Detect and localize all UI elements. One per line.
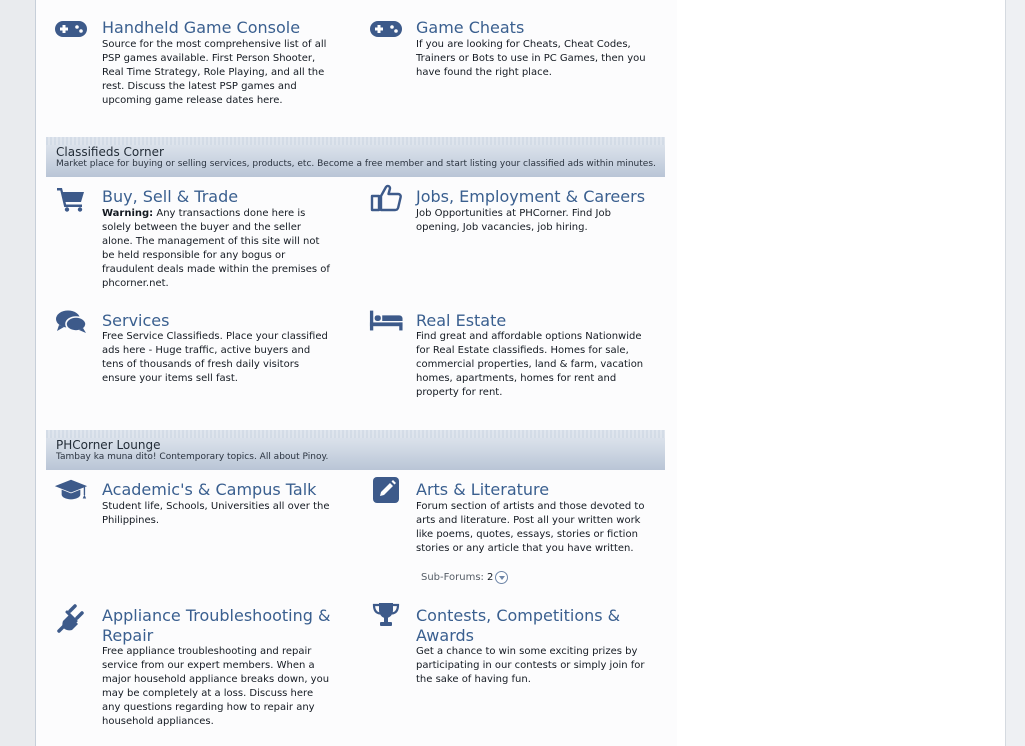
forum-description: Get a chance to win some exciting prizes by participating in our contests or simply join for the sake of having fun. xyxy=(416,646,645,685)
subforums-count: 2 xyxy=(486,572,494,583)
category-title[interactable]: PHCorner Lounge xyxy=(56,438,161,452)
forum-title-link[interactable]: Arts & Literature xyxy=(416,480,550,499)
forum-title-link[interactable]: Handheld Game Console xyxy=(102,18,301,37)
forum-description: Free Service Classifieds. Place your classified ads here - Huge traffic, active buyers and tens of thousands of fresh daily visitors ensure your items sell fast. xyxy=(102,331,328,384)
warning-text: Any transactions done here is solely between the buyer and the seller alone. The management of this site will not be held responsible for any bogus or fraudulent deals made within the premises of phcorner.net. xyxy=(102,208,330,289)
trophy-icon xyxy=(369,601,403,627)
plug-icon xyxy=(54,601,88,627)
category-title[interactable]: Classifieds Corner xyxy=(56,145,164,159)
category-description: Market place for buying or selling services, products, etc. Become a free member and start listing your classified ads within minutes. xyxy=(56,159,656,169)
forum-description: If you are looking for Cheats, Cheat Codes, Trainers or Bots to use in PC Games, then you have found the right place. xyxy=(416,39,646,78)
gamepad-icon xyxy=(54,19,88,45)
warning-label: Warning: xyxy=(102,208,154,219)
bed-icon xyxy=(369,309,403,335)
category-header-classifieds[interactable] xyxy=(46,137,665,177)
forum-title-link[interactable]: Appliance Troubleshooting & Repair xyxy=(102,606,331,645)
sidebar-column xyxy=(677,0,1005,746)
chat-bubbles-icon xyxy=(54,309,88,335)
forum-description: Free appliance troubleshooting and repair service from our expert members. When a major household appliance breaks down, you may be completely at a loss. Discuss here any questions regarding how to repair any household appliances. xyxy=(102,646,330,727)
forum-title-link[interactable]: Real Estate xyxy=(416,311,507,330)
chevron-down-icon[interactable] xyxy=(495,571,508,584)
subforums-toggle[interactable] xyxy=(421,571,508,584)
forum-title-link[interactable]: Game Cheats xyxy=(416,18,525,37)
forum-title-link[interactable]: Jobs, Employment & Careers xyxy=(416,187,646,206)
pencil-square-icon xyxy=(369,476,403,502)
forum-title-link[interactable]: Buy, Sell & Trade xyxy=(102,187,239,206)
thumbs-up-icon xyxy=(369,184,403,210)
subforums-label: Sub-Forums: xyxy=(421,572,484,583)
scrollbar-track[interactable] xyxy=(1005,0,1025,746)
forum-description: Forum section of artists and those devoted to arts and literature. Post all your written work like poems, quotes, essays, stories or fiction stories or any article that you have written. xyxy=(416,501,645,554)
forum-description xyxy=(102,207,332,291)
shopping-cart-icon xyxy=(54,186,88,212)
forum-description: Student life, Schools, Universities all over the Philippines. xyxy=(102,501,330,526)
category-header-lounge[interactable] xyxy=(46,430,665,470)
graduation-cap-icon xyxy=(54,477,88,503)
forum-description: Source for the most comprehensive list of all PSP games available. First Person Shooter, Real Time Strategy, Role Playing, and all the rest. Discuss the latest PSP games and upcoming game release dates here. xyxy=(102,39,327,106)
gamepad-icon xyxy=(369,19,403,45)
category-description: Tambay ka muna dito! Contemporary topics. All about Pinoy. xyxy=(56,452,329,462)
forum-description: Job Opportunities at PHCorner. Find Job opening, Job vacancies, job hiring. xyxy=(416,208,611,233)
forum-description: Find great and affordable options Nationwide for Real Estate classifieds. Homes for sale, commercial properties, land & farm, vacation homes, apartments, homes for rent and property for rent. xyxy=(416,331,644,398)
forum-title-link[interactable]: Services xyxy=(102,311,170,330)
forum-title-link[interactable]: Contests, Competitions & Awards xyxy=(416,606,621,645)
forum-title-link[interactable]: Academic's & Campus Talk xyxy=(102,480,317,499)
